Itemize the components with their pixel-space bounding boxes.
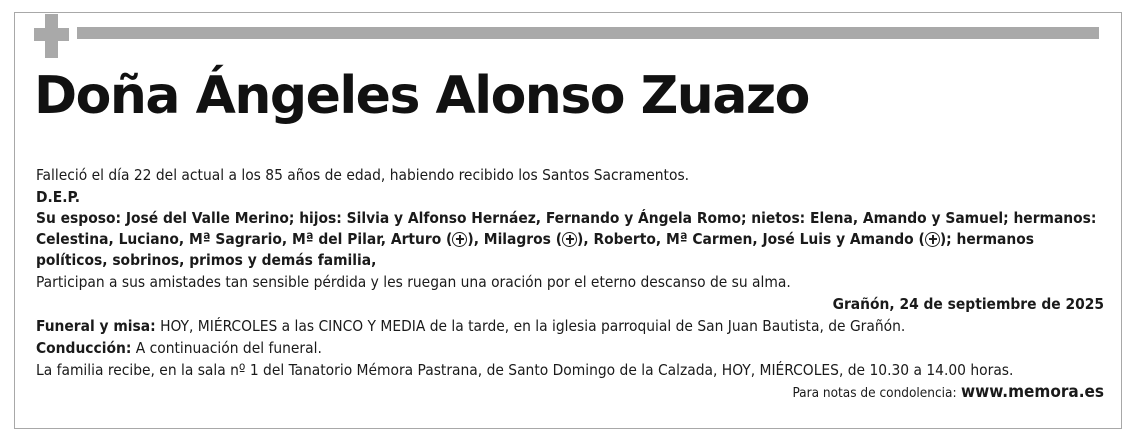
funeral-line bbox=[36, 315, 1104, 337]
place-date: Grañón, 24 de septiembre de 2025 bbox=[832, 295, 1104, 313]
condolence-label: Para notas de condolencia: bbox=[792, 385, 957, 401]
website-link[interactable]: www.memora.es bbox=[960, 382, 1104, 402]
header-bar bbox=[77, 27, 1099, 39]
participan-text: Participan a sus amistades tan sensible pérdida y les ruegan una oración por el eterno descanso de su alma. bbox=[36, 273, 791, 291]
conduccion-label: Conducción: bbox=[36, 339, 132, 357]
deceased-cross-icon bbox=[562, 232, 577, 247]
conduccion-line bbox=[36, 337, 1104, 359]
funeral-text: HOY, MIÉRCOLES a las CINCO Y MEDIA de la tarde, en la iglesia parroquial de San Juan Bautista, de Grañón. bbox=[155, 317, 906, 335]
notice-body bbox=[36, 164, 1104, 404]
funeral-label: Funeral y misa: bbox=[36, 317, 156, 335]
dep-text: D.E.P. bbox=[36, 188, 81, 206]
intro-text: Falleció el día 22 del actual a los 85 años de edad, habiendo recibido los Santos Sacramentos. bbox=[36, 166, 690, 184]
deceased-cross-icon bbox=[452, 232, 467, 247]
condolence-line bbox=[36, 381, 1104, 404]
deceased-name: Doña Ángeles Alonso Zuazo bbox=[34, 66, 809, 126]
conduccion-text: A continuación del funeral. bbox=[131, 339, 322, 357]
deceased-cross-icon bbox=[925, 232, 940, 247]
cross-icon bbox=[34, 14, 69, 58]
family-text: Su esposo: José del Valle Merino; hijos: Silvia y Alfonso Hernáez, Fernando y Ángela Romo; nietos: Elena, Amando y Samuel; hermanos: Celestina, Luciano, Mª Sagrario, Mª del Pilar, Arturo ( ), Milagros ( ), Roberto, Mª Carmen, José Luis y Amando ( ); hermanos políticos, sobrinos, primos y demás familia, bbox=[36, 209, 1097, 269]
recibe-text: La familia recibe, en la sala nº 1 del Tanatorio Mémora Pastrana, de Santo Domingo de la Calzada, HOY, MIÉRCOLES, de 10.30 a 14.00 horas. bbox=[36, 361, 1014, 379]
